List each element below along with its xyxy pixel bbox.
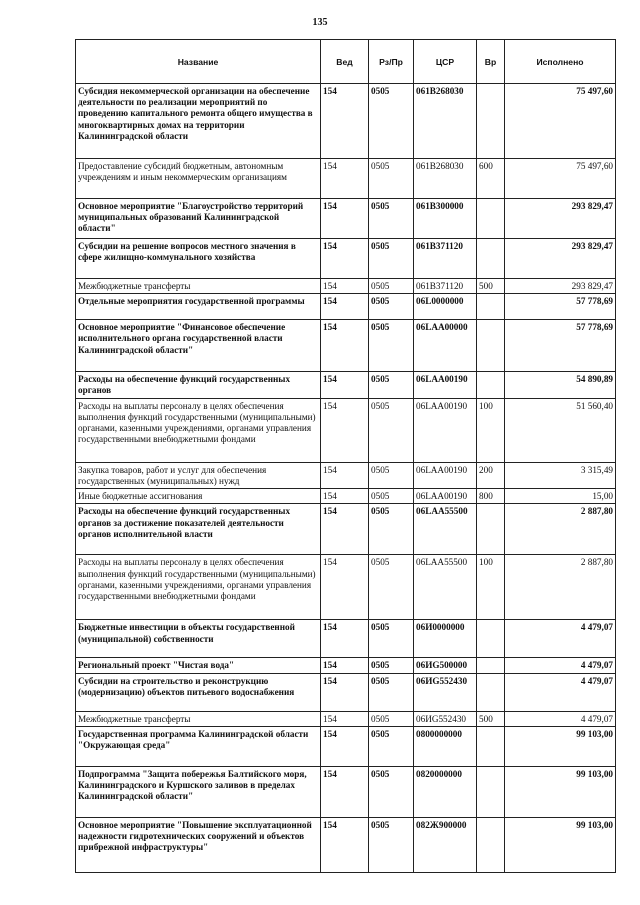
row-rzpr-cell: 0505 (369, 294, 414, 320)
row-ved-cell: 154 (321, 489, 369, 504)
row-ved-cell: 154 (321, 84, 369, 159)
row-rzpr-cell: 0505 (369, 555, 414, 620)
row-vr-cell: 100 (477, 555, 505, 620)
row-name-cell: Подпрограмма "Защита побережья Балтийского моря, Калининградского и Куршского заливов в пределах Калининградской области" (76, 766, 321, 817)
row-ved-cell: 154 (321, 398, 369, 462)
row-rzpr-cell: 0505 (369, 620, 414, 658)
row-rzpr-cell: 0505 (369, 462, 414, 488)
column-header-vr: Вр (477, 40, 505, 84)
table-row (76, 817, 616, 872)
row-amount-cell: 51 560,40 (505, 398, 616, 462)
row-name-cell: Иные бюджетные ассигнования (76, 489, 321, 504)
budget-execution-table (75, 39, 616, 873)
row-rzpr-cell: 0505 (369, 279, 414, 294)
table-row (76, 673, 616, 711)
row-amount-cell: 57 778,69 (505, 294, 616, 320)
row-ved-cell: 154 (321, 766, 369, 817)
table-row (76, 279, 616, 294)
row-vr-cell (477, 504, 505, 555)
row-name-cell: Межбюджетные трансферты (76, 279, 321, 294)
row-rzpr-cell: 0505 (369, 199, 414, 239)
row-amount-cell: 54 890,89 (505, 372, 616, 398)
row-csr-cell: 06ИG500000 (414, 658, 477, 673)
row-ved-cell: 154 (321, 462, 369, 488)
row-csr-cell: 061B371120 (414, 279, 477, 294)
row-amount-cell: 4 479,07 (505, 658, 616, 673)
row-csr-cell: 06L0000000 (414, 294, 477, 320)
row-csr-cell: 061B268030 (414, 84, 477, 159)
row-name-cell: Субсидии на решение вопросов местного значения в сфере жилищно-коммунального хозяйства (76, 239, 321, 279)
row-ved-cell: 154 (321, 239, 369, 279)
row-vr-cell (477, 199, 505, 239)
row-amount-cell: 75 497,60 (505, 159, 616, 199)
row-csr-cell: 061B268030 (414, 159, 477, 199)
row-csr-cell: 082Ж900000 (414, 817, 477, 872)
row-csr-cell: 061B371120 (414, 239, 477, 279)
table-row (76, 372, 616, 398)
row-amount-cell: 4 479,07 (505, 711, 616, 726)
row-name-cell: Расходы на обеспечение функций государственных органов за достижение показателей деятельности органов исполнительной власти (76, 504, 321, 555)
row-vr-cell (477, 726, 505, 766)
row-rzpr-cell: 0505 (369, 159, 414, 199)
row-amount-cell: 75 497,60 (505, 84, 616, 159)
row-rzpr-cell: 0505 (369, 372, 414, 398)
row-rzpr-cell: 0505 (369, 489, 414, 504)
row-ved-cell: 154 (321, 372, 369, 398)
row-name-cell: Субсидия некоммерческой организации на обеспечение деятельности по реализации мероприятий по проведению капитального ремонта общего имущества в многоквартирных домах на территории Калининградской области (76, 84, 321, 159)
row-csr-cell: 061B300000 (414, 199, 477, 239)
row-ved-cell: 154 (321, 711, 369, 726)
row-name-cell: Расходы на выплаты персоналу в целях обеспечения выполнения функций государственными (муниципальными) органами, казенными учреждениями, органами управления государственными внебюджетными фондами (76, 555, 321, 620)
row-ved-cell: 154 (321, 726, 369, 766)
row-vr-cell (477, 817, 505, 872)
row-vr-cell: 200 (477, 462, 505, 488)
table-row (76, 726, 616, 766)
column-header-name: Название (76, 40, 321, 84)
row-vr-cell (477, 239, 505, 279)
row-vr-cell (477, 294, 505, 320)
table-row (76, 84, 616, 159)
row-name-cell: Расходы на обеспечение функций государственных органов (76, 372, 321, 398)
row-vr-cell (477, 766, 505, 817)
row-rzpr-cell: 0505 (369, 726, 414, 766)
row-csr-cell: 06LAA00190 (414, 398, 477, 462)
page-number: 135 (312, 17, 328, 28)
row-ved-cell: 154 (321, 159, 369, 199)
row-csr-cell: 06LAA55500 (414, 555, 477, 620)
row-csr-cell: 06И0000000 (414, 620, 477, 658)
row-name-cell: Основное мероприятие "Повышение эксплуатационной надежности гидротехнических сооружений и объектов прибрежной инфраструктуры" (76, 817, 321, 872)
row-rzpr-cell: 0505 (369, 320, 414, 372)
table-row (76, 711, 616, 726)
row-vr-cell: 500 (477, 279, 505, 294)
row-vr-cell (477, 320, 505, 372)
row-csr-cell: 06ИG552430 (414, 711, 477, 726)
row-ved-cell: 154 (321, 504, 369, 555)
table-row (76, 199, 616, 239)
row-name-cell: Основное мероприятие "Финансовое обеспечение исполнительного органа государственной власти Калининградской области" (76, 320, 321, 372)
row-rzpr-cell: 0505 (369, 673, 414, 711)
row-ved-cell: 154 (321, 555, 369, 620)
row-name-cell: Основное мероприятие "Благоустройство территорий муниципальных образований Калининградской области" (76, 199, 321, 239)
table-header-row (76, 40, 616, 84)
row-name-cell: Отдельные мероприятия государственной программы (76, 294, 321, 320)
row-amount-cell: 3 315,49 (505, 462, 616, 488)
table-row (76, 320, 616, 372)
row-csr-cell: 06LAA00190 (414, 462, 477, 488)
row-rzpr-cell: 0505 (369, 658, 414, 673)
table-row (76, 489, 616, 504)
row-amount-cell: 99 103,00 (505, 766, 616, 817)
row-amount-cell: 2 887,80 (505, 555, 616, 620)
table-body (76, 84, 616, 873)
table-row (76, 398, 616, 462)
row-csr-cell: 06LAA00190 (414, 489, 477, 504)
table-row (76, 620, 616, 658)
row-rzpr-cell: 0505 (369, 239, 414, 279)
row-rzpr-cell: 0505 (369, 398, 414, 462)
row-name-cell: Предоставление субсидий бюджетным, автономным учреждениям и иным некоммерческим организациям (76, 159, 321, 199)
row-amount-cell: 99 103,00 (505, 726, 616, 766)
row-amount-cell: 57 778,69 (505, 320, 616, 372)
table-row (76, 766, 616, 817)
row-rzpr-cell: 0505 (369, 817, 414, 872)
row-ved-cell: 154 (321, 320, 369, 372)
row-vr-cell: 600 (477, 159, 505, 199)
row-amount-cell: 293 829,47 (505, 199, 616, 239)
row-ved-cell: 154 (321, 620, 369, 658)
column-header-ved: Вед (321, 40, 369, 84)
row-rzpr-cell: 0505 (369, 766, 414, 817)
table-row (76, 462, 616, 488)
row-ved-cell: 154 (321, 673, 369, 711)
row-vr-cell (477, 620, 505, 658)
row-csr-cell: 0820000000 (414, 766, 477, 817)
table-row (76, 658, 616, 673)
row-vr-cell: 500 (477, 711, 505, 726)
row-vr-cell (477, 84, 505, 159)
row-amount-cell: 293 829,47 (505, 239, 616, 279)
row-amount-cell: 2 887,80 (505, 504, 616, 555)
row-name-cell: Межбюджетные трансферты (76, 711, 321, 726)
row-vr-cell: 100 (477, 398, 505, 462)
row-name-cell: Бюджетные инвестиции в объекты государственной (муниципальной) собственности (76, 620, 321, 658)
row-name-cell: Субсидии на строительство и реконструкцию (модернизацию) объектов питьевого водоснабжения (76, 673, 321, 711)
row-ved-cell: 154 (321, 279, 369, 294)
column-header-amount: Исполнено (505, 40, 616, 84)
row-ved-cell: 154 (321, 658, 369, 673)
row-vr-cell (477, 372, 505, 398)
row-amount-cell: 4 479,07 (505, 620, 616, 658)
row-ved-cell: 154 (321, 294, 369, 320)
row-csr-cell: 06LAA00190 (414, 372, 477, 398)
row-vr-cell (477, 673, 505, 711)
row-vr-cell: 800 (477, 489, 505, 504)
row-vr-cell (477, 658, 505, 673)
row-name-cell: Расходы на выплаты персоналу в целях обеспечения выполнения функций государственными (муниципальными) органами, казенными учреждениями, органами управления государственными внебюджетными фондами (76, 398, 321, 462)
table-row (76, 159, 616, 199)
column-header-rzpr: Рз/Пр (369, 40, 414, 84)
table-row (76, 504, 616, 555)
row-amount-cell: 4 479,07 (505, 673, 616, 711)
row-name-cell: Закупка товаров, работ и услуг для обеспечения государственных (муниципальных) нужд (76, 462, 321, 488)
table-row (76, 239, 616, 279)
row-ved-cell: 154 (321, 199, 369, 239)
row-name-cell: Региональный проект "Чистая вода" (76, 658, 321, 673)
row-csr-cell: 06LAA00000 (414, 320, 477, 372)
row-rzpr-cell: 0505 (369, 504, 414, 555)
row-ved-cell: 154 (321, 817, 369, 872)
row-csr-cell: 0800000000 (414, 726, 477, 766)
column-header-csr: ЦСР (414, 40, 477, 84)
row-amount-cell: 293 829,47 (505, 279, 616, 294)
row-amount-cell: 99 103,00 (505, 817, 616, 872)
table-row (76, 294, 616, 320)
table-row (76, 555, 616, 620)
row-rzpr-cell: 0505 (369, 711, 414, 726)
row-csr-cell: 06LAA55500 (414, 504, 477, 555)
row-rzpr-cell: 0505 (369, 84, 414, 159)
row-amount-cell: 15,00 (505, 489, 616, 504)
row-name-cell: Государственная программа Калининградской области "Окружающая среда" (76, 726, 321, 766)
row-csr-cell: 06ИG552430 (414, 673, 477, 711)
